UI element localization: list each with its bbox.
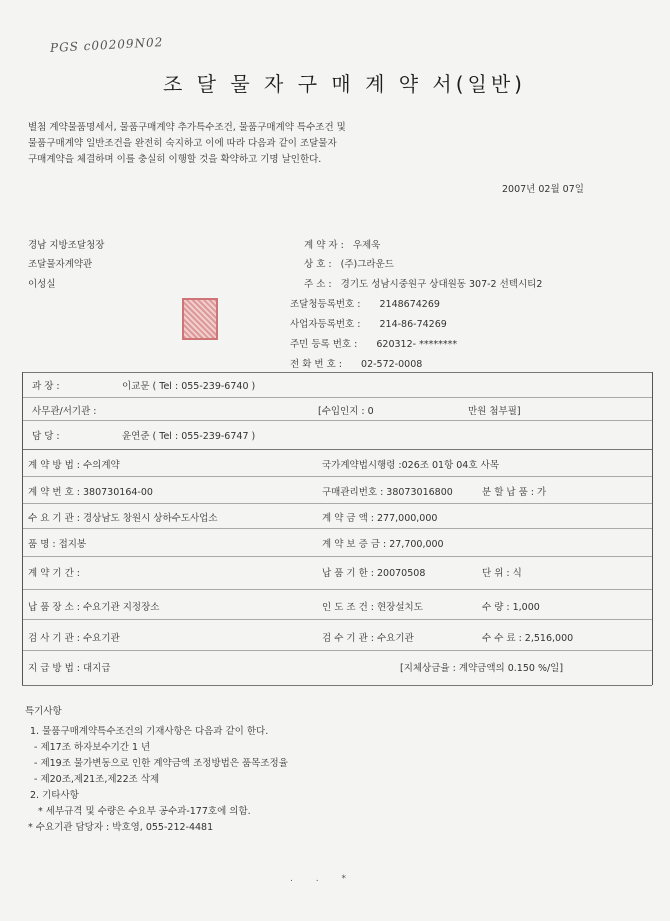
special-note-line: * 수요기관 담당자 : 박호영, 055-212-4481 (28, 822, 214, 833)
table-rule (22, 420, 652, 421)
seller-label: 주민 등록 번호 : (290, 339, 358, 350)
handwritten-reference-note: PGS c00209N02 (49, 35, 164, 55)
fee: 수 수 료 : 2,516,000 (482, 633, 574, 644)
staff-value: 윤연준 ( Tel : 055-239-6747 ) (122, 431, 256, 442)
intro-line: 구매계약을 체결하며 이를 충실히 이행할 것을 확약하고 기명 날인한다. (28, 154, 322, 165)
seller-label: 전 화 번 호 : (290, 359, 342, 370)
seller-label: 계 약 자 : (304, 240, 344, 251)
special-note-line: - 제17조 하자보수기간 1 년 (34, 742, 151, 753)
quantity: 수 량 : 1,000 (482, 602, 540, 613)
buyer-name: 이성실 (28, 279, 56, 290)
revenue-stamp-info: [수입인지 : 0 (318, 406, 374, 417)
scan-marks: . . * (290, 874, 356, 884)
special-note-line: - 제19조 물가변동으로 인한 계약금액 조정방법은 품목조정율 (34, 758, 288, 769)
seller-row (304, 276, 542, 290)
seller-label: 사업자등록번호 : (290, 319, 361, 330)
delay-penalty-rate: [지체상금율 : 계약금액의 0.150 %/일] (400, 663, 564, 674)
intro-line: 별첨 계약물품명세서, 물품구매계약 추가특수조건, 물품구매계약 특수조건 및 (28, 122, 346, 133)
table-right-border (652, 372, 653, 685)
purchase-management-number: 구매관리번호 : 38073016800 (322, 487, 453, 498)
table-rule (22, 372, 652, 373)
table-rule (22, 397, 652, 398)
intro-paragraph (28, 120, 346, 168)
seller-label: 조달청등록번호 : (290, 299, 361, 310)
seller-label: 상 호 : (304, 259, 332, 270)
special-note-line: - 제20조,제21조,제22조 삭제 (34, 774, 160, 785)
buyer-org: 경남 지방조달청장 (28, 240, 105, 251)
seller-row (290, 336, 457, 350)
special-notes-heading: 특기사항 (25, 706, 62, 717)
delivery-terms: 인 도 조 건 : 현장설치도 (322, 602, 423, 613)
table-rule (22, 650, 652, 651)
manager-label: 과 장 : (32, 381, 60, 392)
officer-label: 사무관/서기관 : (32, 406, 97, 417)
seller-row (304, 256, 394, 270)
special-note-line: 1. 물품구매계약특수조건의 기재사항은 다음과 같이 한다. (30, 726, 269, 737)
contract-period: 계 약 기 간 : (28, 568, 80, 579)
payment-method: 지 급 방 법 : 대지급 (28, 663, 111, 674)
official-seal-stamp (182, 298, 218, 340)
table-rule (22, 476, 652, 477)
seller-row (290, 316, 447, 330)
document-title: 조 달 물 자 구 매 계 약 서(일반) (163, 72, 526, 96)
seller-row (304, 237, 380, 251)
seller-value: 우제욱 (352, 240, 381, 251)
item-name: 품 명 : 접지봉 (28, 539, 87, 550)
seller-label: 주 소 : (304, 279, 332, 290)
seller-value: 02-572-0008 (361, 359, 423, 370)
unit: 단 위 : 식 (482, 568, 522, 579)
delivery-place: 납 품 장 소 : 수요기관 지정장소 (28, 602, 160, 613)
table-rule (22, 503, 652, 504)
delivery-deadline: 납 품 기 한 : 20070508 (322, 568, 426, 579)
staff-label: 담 당 : (32, 431, 60, 442)
contract-amount: 계 약 금 액 : 277,000,000 (322, 513, 438, 524)
table-rule (22, 449, 652, 450)
revenue-stamp-note: 만원 첨부필] (468, 406, 521, 417)
contract-date: 2007년 02월 07일 (502, 184, 584, 195)
seller-value: (주)그라운드 (340, 259, 394, 270)
seller-value: 620312- ******** (376, 339, 458, 350)
contract-number: 계 약 번 호 : 380730164-00 (28, 487, 153, 498)
special-note-line: 2. 기타사항 (30, 790, 79, 801)
contract-law-reference: 국가계약법시행령 :026조 01항 04호 사목 (322, 460, 499, 471)
buyer-dept: 조달물자계약관 (28, 259, 93, 270)
acceptance-agency: 검 수 기 관 : 수요기관 (322, 633, 414, 644)
seller-value: 2148674269 (379, 299, 440, 310)
split-delivery: 분 할 납 품 : 가 (482, 487, 547, 498)
intro-line: 물품구매계약 일반조건을 완전히 숙지하고 이에 따라 다음과 같이 조달물자 (28, 138, 337, 149)
special-note-line: * 세부규격 및 수량은 수요부 공수과-177호에 의함. (38, 806, 251, 817)
seller-row (290, 356, 422, 370)
table-rule (22, 619, 652, 620)
inspection-agency: 검 사 기 관 : 수요기관 (28, 633, 120, 644)
contract-method: 계 약 방 법 : 수의계약 (28, 460, 120, 471)
table-rule (22, 528, 652, 529)
seller-value: 경기도 성남시중원구 상대원동 307-2 선텍시티2 (340, 279, 543, 290)
table-rule (22, 556, 652, 557)
table-rule (22, 685, 652, 686)
demand-agency: 수 요 기 관 : 경상남도 창원시 상하수도사업소 (28, 513, 218, 524)
contract-deposit: 계 약 보 증 금 : 27,700,000 (322, 539, 444, 550)
manager-value: 이교문 ( Tel : 055-239-6740 ) (122, 381, 256, 392)
seller-row (290, 296, 440, 310)
seller-value: 214-86-74269 (379, 319, 447, 330)
table-rule (22, 589, 652, 590)
table-left-border (22, 372, 23, 685)
